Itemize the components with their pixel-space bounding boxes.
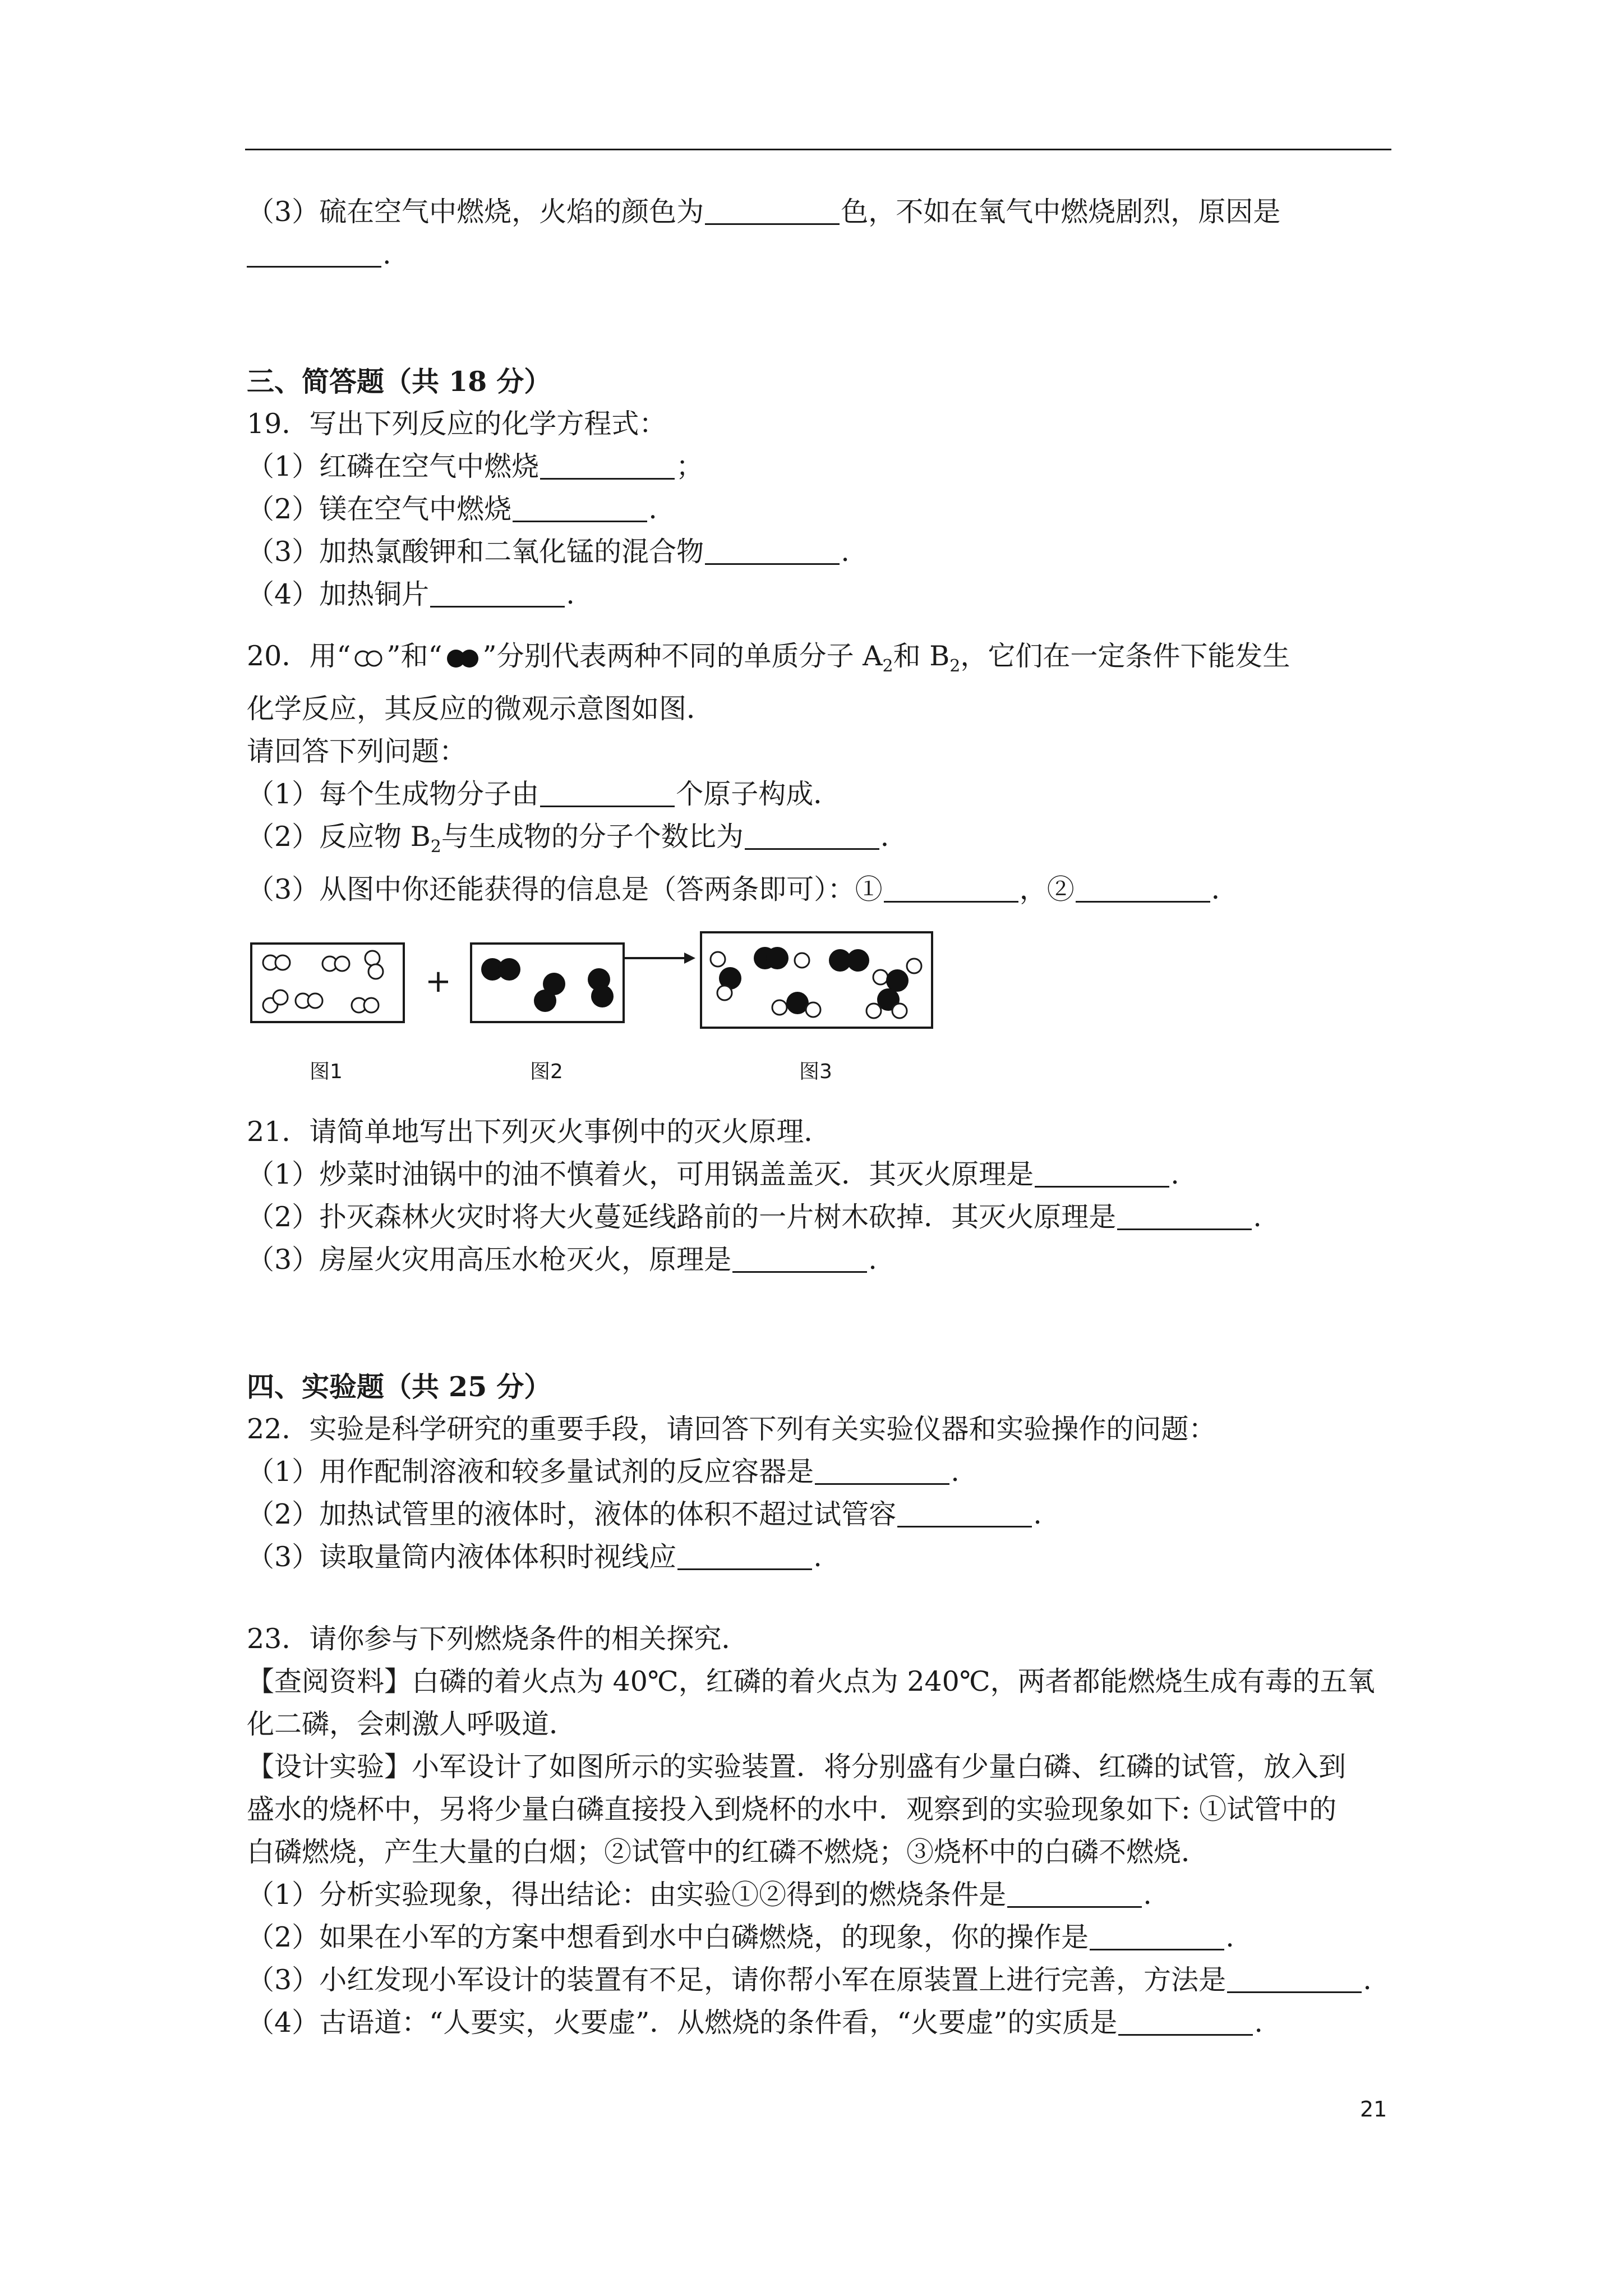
q18-3-line1 (247, 191, 1396, 233)
punct: . (1033, 1498, 1042, 1530)
reaction-diagram-svg (247, 921, 976, 1056)
q23-material-line2: 化二磷，会刺激人呼吸道． (247, 1708, 577, 1740)
q23-item-3 (247, 1959, 1396, 2001)
q23-design-line3: 白磷燃烧，产生大量的白烟；②试管中的红磷不燃烧；③烧杯中的白磷不燃烧． (247, 1835, 1209, 1868)
q21-item-1 (247, 1153, 1396, 1196)
q22-item-text: （2）加热试管里的液体时，液体的体积不超过试管容 (247, 1498, 897, 1530)
answer-blank[interactable] (1076, 873, 1210, 903)
a2-molecule-icon (351, 649, 386, 668)
q20-text: 20．用“ (247, 640, 351, 672)
q20-stem-line2: 化学反应，其反应的微观示意图如图． (247, 692, 714, 725)
q20-text: ”分别代表两种不同的单质分子 A (482, 640, 883, 672)
q20-item-3 (247, 868, 1396, 911)
q18-3-line2 (247, 233, 1396, 276)
answer-blank[interactable] (705, 196, 840, 225)
q23-item-text: （4）古语道：“人要实，火要虚”．从燃烧的条件看，“火要虚”的实质是 (247, 2006, 1118, 2039)
punct: . (1254, 2006, 1263, 2039)
q21-item-text: （2）扑灭森林火灾时将大火蔓延线路前的一片树木砍掉．其灭火原理是 (247, 1200, 1117, 1233)
q19-item-text: （2）镁在空气中燃烧 (247, 493, 512, 525)
punct: . (841, 536, 850, 568)
figure-1-caption: 图1 (310, 1060, 343, 1083)
answer-blank[interactable] (430, 578, 565, 608)
punct: ； (676, 450, 704, 482)
q20-stem-line1 (247, 635, 1396, 688)
subscript: 2 (882, 656, 893, 676)
header-rule (245, 149, 1391, 150)
punct: . (1225, 1921, 1234, 1953)
subscript: 2 (430, 836, 441, 857)
answer-blank[interactable] (540, 778, 675, 807)
answer-blank[interactable] (247, 238, 381, 268)
section-3-title: 三、简答题（共 18 分） (247, 365, 552, 398)
q21-item-text: （1）炒菜时油锅中的油不慎着火，可用锅盖盖灭．其灭火原理是 (247, 1158, 1034, 1190)
q18-3-text-b: 色，不如在氧气中燃烧剧烈，原因是 (841, 196, 1281, 228)
answer-blank[interactable] (1035, 1158, 1169, 1188)
figure-2-caption: 图2 (530, 1060, 563, 1083)
q20-text: ，② (1019, 873, 1075, 905)
answer-blank[interactable] (1090, 1921, 1224, 1950)
q22-item-1 (247, 1451, 1396, 1493)
q20-text: （2）反应物 B (247, 820, 431, 853)
q22-stem: 22．实验是科学研究的重要手段，请回答下列有关实验仪器和实验操作的问题： (247, 1412, 1216, 1445)
plus-sign: + (425, 963, 451, 1000)
punct: . (1253, 1200, 1262, 1233)
answer-blank[interactable] (884, 873, 1018, 903)
q18-3-text-a: （3）硫在空气中燃烧，火焰的颜色为 (247, 196, 704, 228)
punct: . (382, 238, 391, 270)
q19-item-1 (247, 445, 1396, 488)
answer-blank[interactable] (1118, 2007, 1253, 2036)
q20-item-2 (247, 816, 1396, 868)
figure-3-caption: 图3 (799, 1060, 832, 1083)
q21-stem: 21．请简单地写出下列灭火事例中的灭火原理． (247, 1115, 832, 1148)
answer-blank[interactable] (677, 1541, 812, 1570)
q19-item-text: （1）红磷在空气中燃烧 (247, 450, 540, 482)
q20-text: 个原子构成． (676, 777, 841, 810)
page-number: 21 (1360, 2097, 1387, 2122)
section-4-title: 四、实验题（共 25 分） (247, 1370, 552, 1403)
arrow-head (684, 953, 695, 964)
punct: ． (1211, 873, 1239, 905)
answer-blank[interactable] (745, 821, 879, 850)
q21-item-3 (247, 1239, 1396, 1281)
q19-stem: 19．写出下列反应的化学方程式： (247, 408, 667, 440)
q19-item-text: （3）加热氯酸钾和二氧化锰的混合物 (247, 536, 704, 568)
q23-item-text: （3）小红发现小军设计的装置有不足，请你帮小军在原装置上进行完善，方法是 (247, 1963, 1227, 1996)
answer-blank[interactable] (1117, 1201, 1252, 1230)
answer-blank[interactable] (815, 1456, 949, 1485)
punct: ． (880, 820, 908, 853)
answer-blank[interactable] (513, 493, 647, 522)
q20-item-1 (247, 773, 1396, 816)
q22-item-2 (247, 1493, 1396, 1536)
q23-item-4 (247, 2001, 1396, 2044)
punct: . (951, 1455, 960, 1488)
punct: . (566, 578, 575, 610)
punct: . (1363, 1963, 1372, 1996)
punct: . (1143, 1878, 1152, 1911)
punct: . (813, 1540, 822, 1573)
punct: . (1170, 1158, 1179, 1190)
answer-blank[interactable] (1227, 1964, 1362, 1993)
reaction-diagram (247, 921, 1396, 1101)
q22-item-text: （3）读取量筒内液体体积时视线应 (247, 1540, 677, 1573)
answer-blank[interactable] (897, 1498, 1032, 1527)
q20-text: 与生成物的分子个数比为 (441, 820, 744, 853)
q20-text: ”和“ (386, 640, 442, 672)
q23-item-2 (247, 1916, 1396, 1959)
answer-blank[interactable] (705, 536, 840, 565)
q23-stem: 23．请你参与下列燃烧条件的相关探究． (247, 1622, 749, 1655)
q23-design-line2: 盛水的烧杯中，另将少量白磷直接投入到烧杯的水中．观察到的实验现象如下: ①试管中的 (247, 1793, 1337, 1825)
q20-text: （3）从图中你还能获得的信息是（答两条即可）：① (247, 873, 883, 905)
q21-item-2 (247, 1196, 1396, 1239)
q21-item-text: （3）房屋火灾用高压水枪灭火，原理是 (247, 1243, 732, 1276)
q19-item-2 (247, 488, 1396, 531)
q19-item-4 (247, 573, 1396, 616)
q22-item-text: （1）用作配制溶液和较多量试剂的反应容器是 (247, 1455, 814, 1488)
q22-item-3 (247, 1536, 1396, 1579)
punct: . (868, 1243, 877, 1276)
subscript: 2 (949, 656, 961, 676)
q20-text: ，它们在一定条件下能发生 (960, 640, 1290, 672)
q20-text: 和 B (893, 640, 950, 672)
q19-item-text: （4）加热铜片 (247, 578, 430, 610)
q23-item-text: （1）分析实验现象，得出结论：由实验①②得到的燃烧条件是 (247, 1878, 1007, 1911)
exam-page (247, 191, 1396, 2044)
q23-item-text: （2）如果在小军的方案中想看到水中白磷燃烧，的现象，你的操作是 (247, 1921, 1089, 1953)
answer-blank[interactable] (540, 450, 675, 480)
q23-design-line1: 【设计实验】小军设计了如图所示的实验装置．将分别盛有少量白磷、红磷的试管，放入到 (247, 1750, 1347, 1783)
q23-item-1 (247, 1874, 1396, 1916)
q19-item-3 (247, 531, 1396, 573)
q20-text: （1）每个生成物分子由 (247, 777, 540, 810)
q20-prompt: 请回答下列问题： (247, 735, 467, 767)
punct: . (648, 493, 657, 525)
answer-blank[interactable] (1007, 1879, 1142, 1908)
q23-material-line1: 【查阅资料】白磷的着火点为 40℃，红磷的着火点为 240℃，两者都能燃烧生成有毒的五氧 (247, 1665, 1375, 1697)
answer-blank[interactable] (732, 1244, 867, 1273)
b2-molecule-icon (442, 648, 483, 669)
